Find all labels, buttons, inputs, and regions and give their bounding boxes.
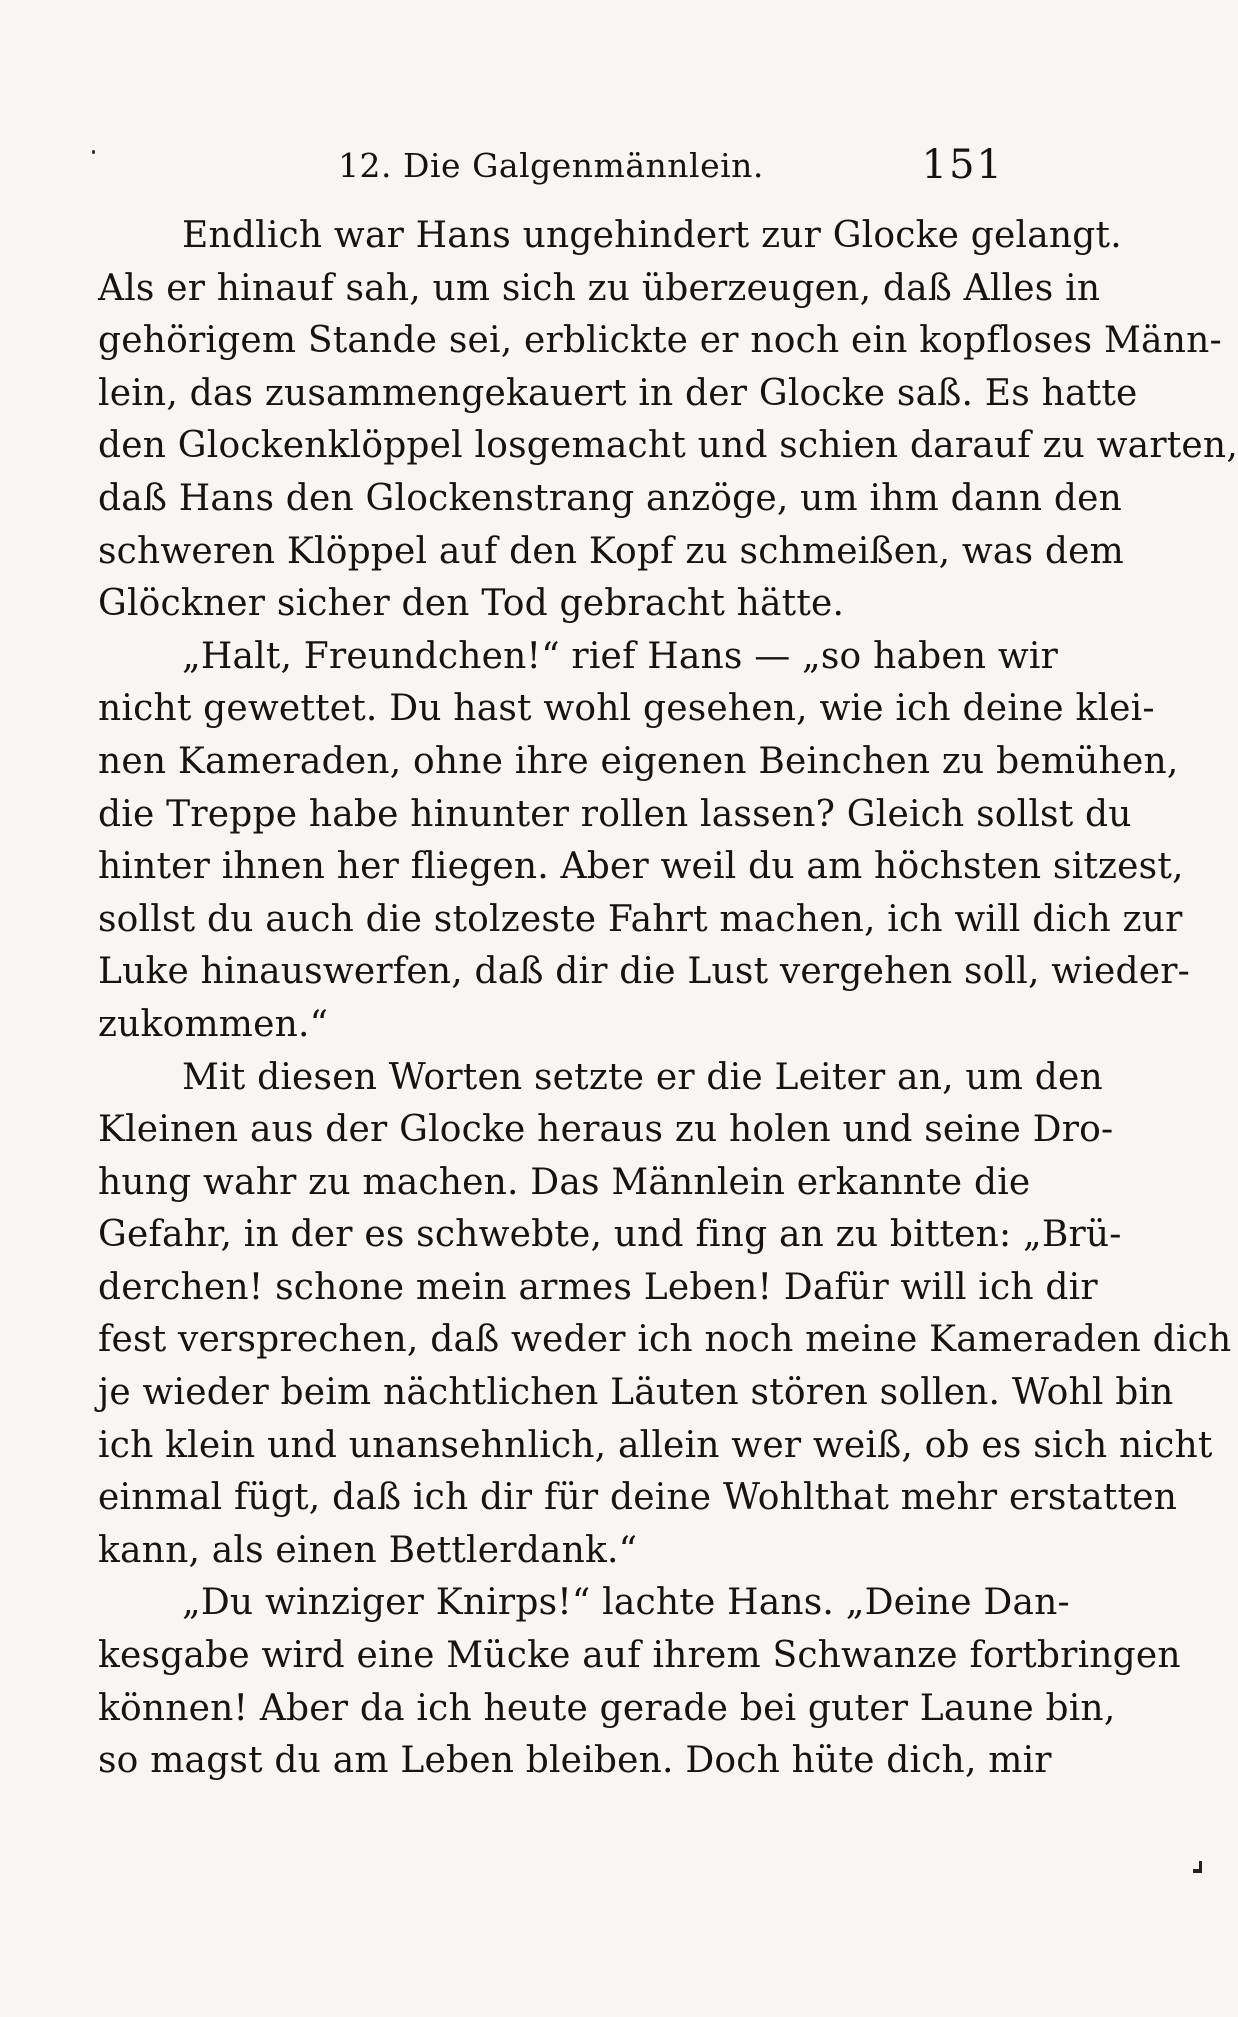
text-line: Endlich war Hans ungehindert zur Glocke gelangt. bbox=[182, 215, 1122, 256]
body-text bbox=[98, 210, 1238, 1788]
text-line: daß Hans den Glockenstrang anzöge, um ihm dann den bbox=[98, 477, 1123, 519]
text-line: lein, das zusammengekauert in der Glocke saß. Es hatte bbox=[98, 372, 1138, 414]
text-line: nicht gewettet. Du hast wohl gesehen, wie ich deine klei- bbox=[98, 688, 1155, 730]
text-line: den Glockenklöppel losgemacht und schien darauf zu warten, bbox=[98, 425, 1238, 467]
text-line: „Halt, Freundchen!“ rief Hans — „so haben wir bbox=[182, 635, 1059, 677]
text-line: können! Aber da ich heute gerade bei guter Laune bin, bbox=[98, 1687, 1116, 1729]
text-line: kann, als einen Bettlerdank.“ bbox=[98, 1529, 638, 1571]
text-line: kesgabe wird eine Mücke auf ihrem Schwanze fortbringen bbox=[98, 1635, 1181, 1677]
text-line: Als er hinauf sah, um sich zu überzeugen, daß Alles in bbox=[98, 267, 1101, 309]
text-line: gehörigem Stande sei, erblickte er noch ein kopfloses Männ- bbox=[98, 320, 1222, 362]
ink-speck bbox=[1199, 1861, 1202, 1871]
chapter-title: 12. Die Galgenmännlein. bbox=[338, 146, 764, 185]
text-line: hung wahr zu machen. Das Männlein erkannte die bbox=[98, 1161, 1031, 1203]
text-line: nen Kameraden, ohne ihre eigenen Beinchen zu bemühen, bbox=[98, 740, 1179, 782]
text-line: fest versprechen, daß weder ich noch meine Kameraden dich bbox=[98, 1319, 1232, 1361]
text-line: Luke hinauswerfen, daß dir die Lust vergehen soll, wieder- bbox=[98, 951, 1191, 993]
text-line: Kleinen aus der Glocke heraus zu holen und seine Dro- bbox=[98, 1109, 1114, 1151]
page-number: 151 bbox=[921, 142, 1004, 188]
text-line: Mit diesen Worten setzte er die Leiter an, um den bbox=[182, 1056, 1103, 1098]
ink-speck bbox=[92, 150, 95, 154]
text-line: je wieder beim nächtlichen Läuten stören sollen. Wohl bin bbox=[98, 1372, 1174, 1414]
text-line: schweren Klöppel auf den Kopf zu schmeißen, was dem bbox=[98, 530, 1125, 572]
text-line: so magst du am Leben bleiben. Doch hüte dich, mir bbox=[98, 1740, 1052, 1782]
text-line: derchen! schone mein armes Leben! Dafür will ich dir bbox=[98, 1266, 1098, 1308]
text-line: zukommen.“ bbox=[98, 1003, 329, 1045]
running-head bbox=[98, 142, 1004, 198]
text-line: ich klein und unansehnlich, allein wer weiß, ob es sich nicht bbox=[98, 1424, 1213, 1466]
text-line: die Treppe habe hinunter rollen lassen? Gleich sollst du bbox=[98, 793, 1132, 835]
text-line: Gefahr, in der es schwebte, und fing an zu bitten: „Brü- bbox=[98, 1214, 1122, 1256]
text-line: sollst du auch die stolzeste Fahrt machen, ich will dich zur bbox=[98, 898, 1183, 940]
text-line: einmal fügt, daß ich dir für deine Wohlthat mehr erstatten bbox=[98, 1477, 1178, 1519]
text-line: Glöckner sicher den Tod gebracht hätte. bbox=[98, 583, 845, 625]
text-line: hinter ihnen her fliegen. Aber weil du am höchsten sitzest, bbox=[98, 846, 1184, 888]
text-line: „Du winziger Knirps!“ lachte Hans. „Deine Dan- bbox=[182, 1582, 1070, 1624]
